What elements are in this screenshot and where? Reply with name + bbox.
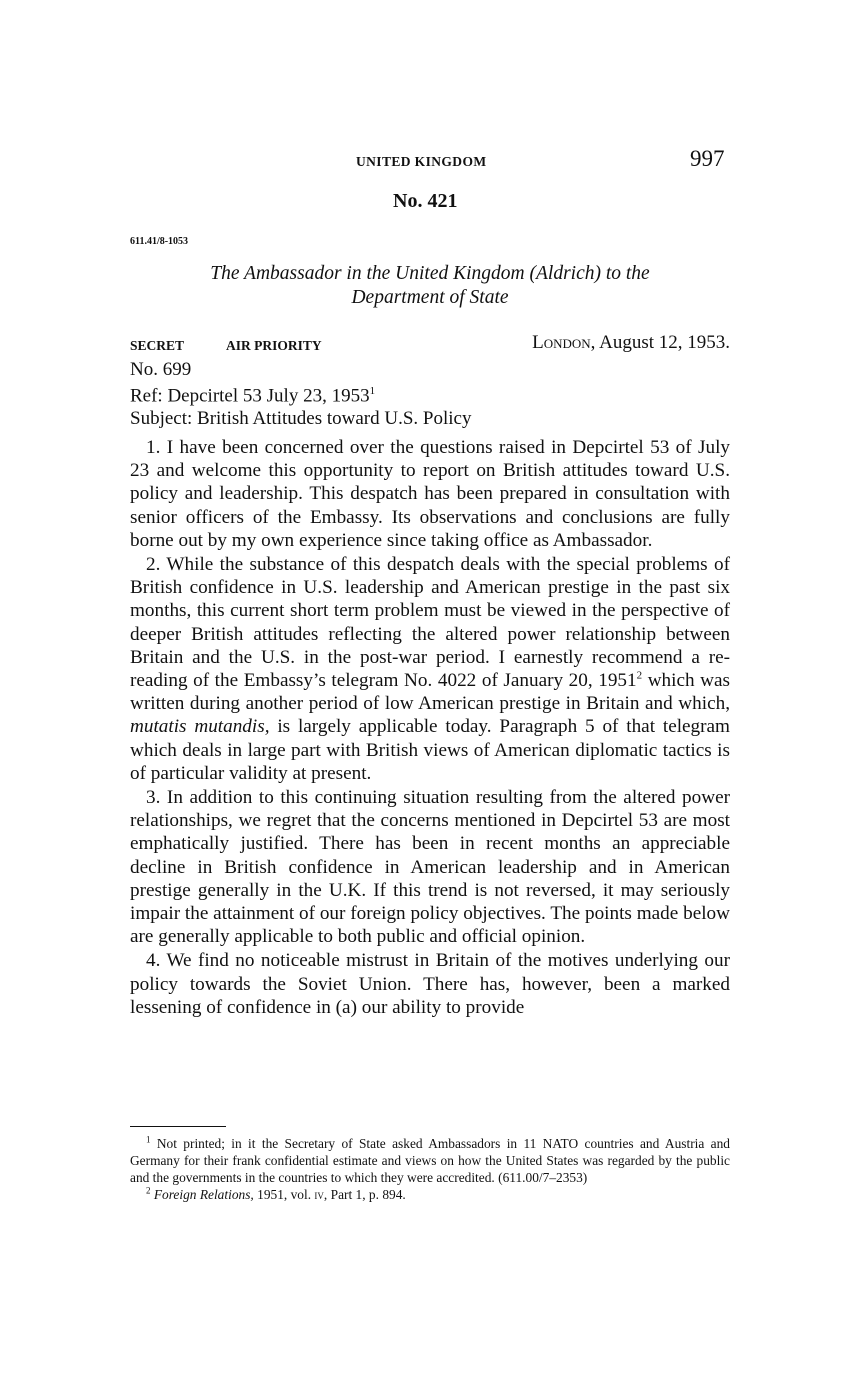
running-head: UNITED KINGDOM [356, 154, 487, 169]
despatch-number: No. 699 [130, 359, 192, 380]
title-line-2: Department of State [351, 287, 509, 308]
paragraph-3: 3. In addition to this continuing situation resulting from the altered power relationships, we regret that the concerns mentioned in Depcirtel 53 are most emphatically justified. There has been in recent months an appreciable decline in British confidence in American leadership and in American prestige generally in the U.K. If this trend is not reversed, it may seriously impair the attainment of our foreign policy objectives. The points made below are generally applicable to both public and official opinion. [130, 787, 730, 948]
footnote-mark-1: 1 [369, 385, 376, 397]
paragraph-2-part-b: which was written during another period of low American prestige in Britain and which, [130, 670, 731, 715]
paragraph-2-part-a: 2. While the substance of this despatch deals with the special problems of British confidence in U.S. leadership and American prestige in the past six months, this current short term problem must be viewed in the perspective of deeper British attitudes reflecting the altered power relationship between Britain and the U.S. in the post-war period. I earnestly recommend a re-reading of the Embassy’s telegram No. 4022 of January 20, 1951 [130, 554, 730, 692]
title-line-1: The Ambassador in the United Kingdom (Aldrich) to the [210, 263, 650, 284]
footnote-1 [130, 1135, 730, 1186]
subject-line: Subject: British Attitudes toward U.S. Policy [130, 408, 472, 429]
reference-line [130, 385, 375, 407]
footnote-2 [130, 1186, 730, 1203]
paragraph-2 [130, 553, 730, 785]
footnote-2-mark: 2 [146, 1185, 151, 1196]
footnote-1-mark: 1 [146, 1134, 151, 1145]
document-title [130, 262, 730, 310]
paragraph-4: 4. We find no noticeable mistrust in Britain of the motives underlying our policy towards the Soviet Union. There has, however, been a marked lessening of confidence in (a) our ability to provide [130, 950, 730, 1018]
dateline-date: August 12, 1953. [599, 332, 730, 353]
footnote-2-rest: , Part 1, p. 894. [323, 1187, 406, 1202]
dateline [500, 332, 730, 354]
priority: AIR PRIORITY [226, 338, 322, 353]
footnote-2-year: 1951, vol. [253, 1187, 315, 1202]
document-number: No. 421 [393, 190, 458, 212]
body-text [130, 436, 730, 1019]
footnote-mark-2: 2 [636, 669, 643, 682]
classification: SECRET [130, 338, 185, 353]
paragraph-2-italic: mutatis mutandis, [130, 716, 270, 738]
paragraph-2-part-c: is largely applicable today. Paragraph 5 of that telegram which deals in large part with British views of American diplomatic tactics is of particular validity at present. [130, 716, 730, 784]
reference-text: Ref: Depcirtel 53 July 23, 1953 [130, 385, 370, 407]
footnotes [130, 1135, 730, 1203]
footnote-1-text: Not printed; in it the Secretary of State asked Ambassadors in 11 NATO countries and Austria and Germany for their frank confidential estimate and views on how the United States was regarded by the public and the governments in the countries to which they were accredited. (611.00/7–2353) [130, 1136, 730, 1185]
page-number: 997 [690, 146, 725, 171]
paragraph-1: 1. I have been concerned over the questions raised in Depcirtel 53 of July 23 and welcome this opportunity to report on British attitudes toward U.S. policy and leadership. This despatch has been prepared in consultation with senior officers of the Embassy. Its observations and conclusions are fully borne out by my own experience since taking office as Ambassador. [130, 437, 730, 551]
dateline-place: London, [532, 332, 596, 353]
footnote-2-source: Foreign Relations, [150, 1187, 254, 1202]
footnote-2-volume: iv [314, 1187, 324, 1202]
file-reference: 611.41/8-1053 [130, 236, 189, 247]
footnote-divider [130, 1126, 226, 1127]
